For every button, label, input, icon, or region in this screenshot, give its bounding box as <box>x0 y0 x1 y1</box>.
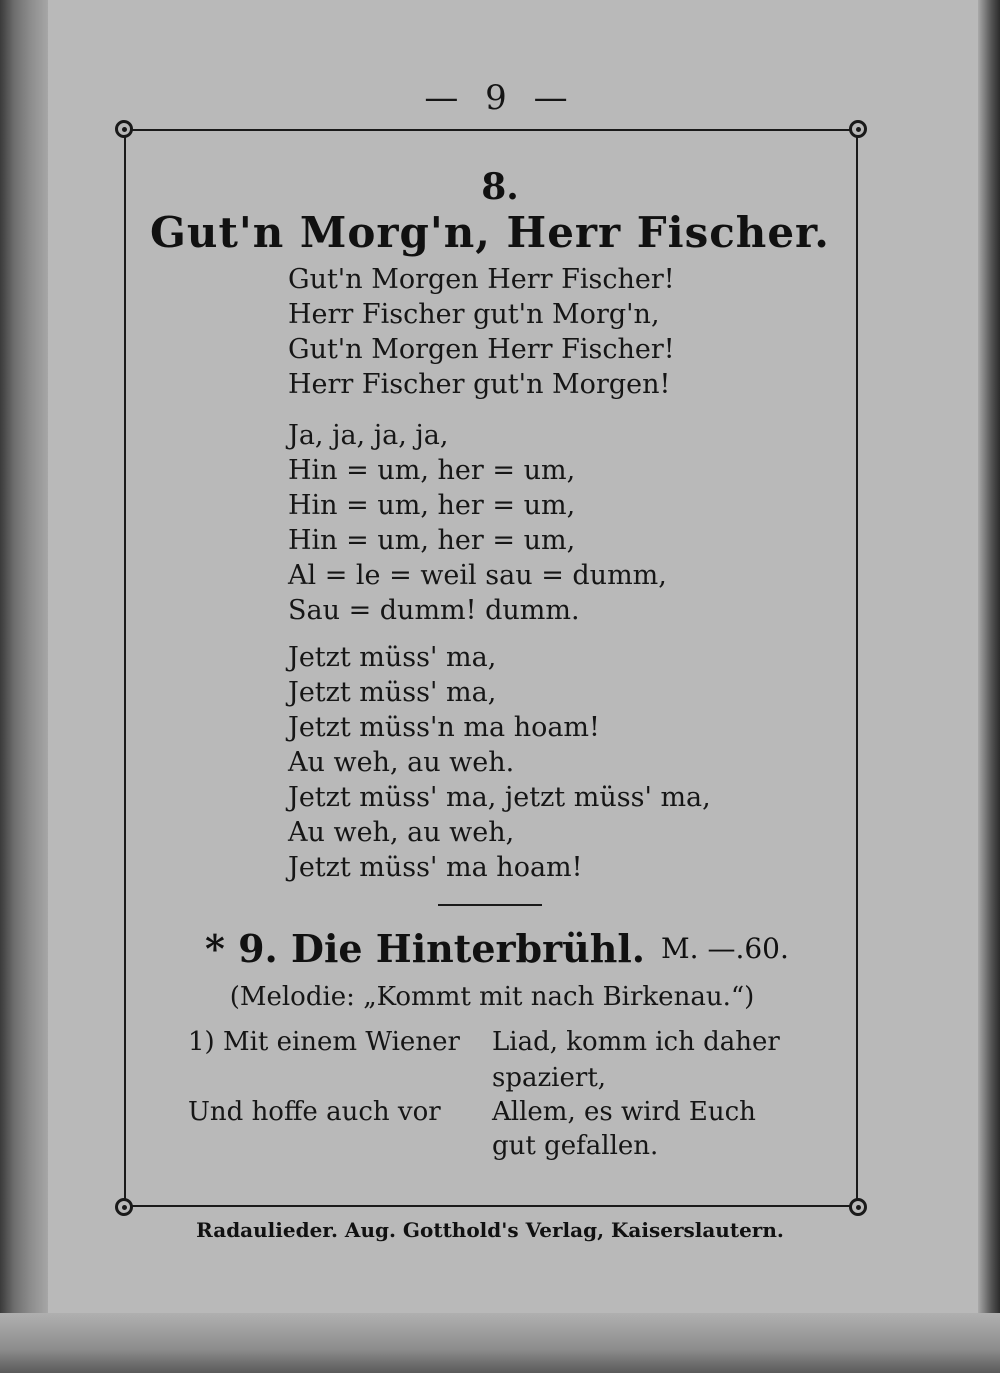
stanza-1-left: 1) Mit einem Wiener <box>188 1027 460 1057</box>
verse-line: Sau = dumm! dumm. <box>288 595 580 626</box>
frame-corner-ornament-icon <box>849 120 867 138</box>
frame-corner-ornament-icon <box>115 1198 133 1216</box>
verse-1 <box>288 262 675 402</box>
song-price: M. —.60. <box>661 932 789 965</box>
frame-corner-ornament-icon <box>115 120 133 138</box>
verse-line: Hin = um, her = um, <box>288 490 576 521</box>
verse-line: Al = le = weil sau = dumm, <box>288 560 667 591</box>
verse-line: Herr Fischer gut'n Morg'n, <box>288 299 660 330</box>
song-number: 8. <box>481 166 519 208</box>
verse-line: Ja, ja, ja, ja, <box>288 420 449 451</box>
page-edge-bottom <box>0 1313 1000 1373</box>
song-title: * 9. Die Hinterbrühl. <box>205 926 646 971</box>
stanza-2-left: Und hoffe auch vor <box>188 1097 441 1127</box>
verse-line: Jetzt müss' ma, <box>288 677 497 708</box>
verse-3 <box>288 640 711 885</box>
stanza-2-continuation: gut gefallen. <box>492 1131 659 1161</box>
stanza-1-continuation: spaziert, <box>492 1063 607 1093</box>
stanza-2-right: Allem, es wird Euch <box>492 1097 756 1127</box>
page-number: — 9 — <box>424 78 576 118</box>
song-title: Gut'n Morg'n, Herr Fischer. <box>150 208 830 257</box>
stanza-1-right: Liad, komm ich daher <box>492 1027 780 1057</box>
verse-line: Herr Fischer gut'n Morgen! <box>288 369 671 400</box>
verse-line: Jetzt müss' ma, jetzt müss' ma, <box>288 782 711 813</box>
verse-line: Jetzt müss' ma, <box>288 642 497 673</box>
frame-corner-ornament-icon <box>849 1198 867 1216</box>
verse-line: Gut'n Morgen Herr Fischer! <box>288 334 675 365</box>
verse-line: Hin = um, her = um, <box>288 525 576 556</box>
song-heading <box>205 926 805 976</box>
melody-note: (Melodie: „Kommt mit nach Birkenau.“) <box>229 982 755 1012</box>
verse-2 <box>288 418 667 628</box>
page-edge-right <box>978 0 1000 1373</box>
section-divider <box>438 904 542 906</box>
publisher-footer: Radaulieder. Aug. Gotthold's Verlag, Kaiserslautern. <box>196 1218 784 1242</box>
verse-line: Jetzt müss'n ma hoam! <box>288 712 600 743</box>
verse-line: Jetzt müss' ma hoam! <box>288 852 583 883</box>
verse-line: Gut'n Morgen Herr Fischer! <box>288 264 675 295</box>
verse-line: Hin = um, her = um, <box>288 455 576 486</box>
verse-line: Au weh, au weh, <box>288 817 515 848</box>
book-spine <box>0 0 48 1373</box>
verse-line: Au weh, au weh. <box>288 747 515 778</box>
